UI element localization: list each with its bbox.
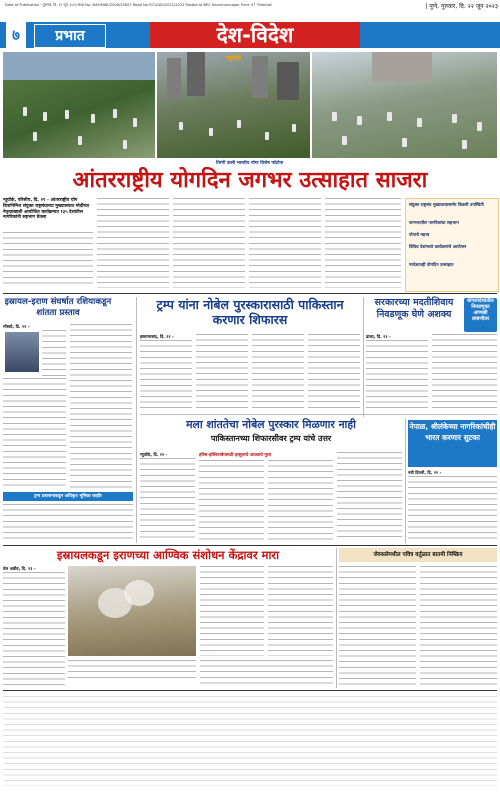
nobel-dateline: न्यूयॉर्क, दि. २१ - [140,452,168,457]
publication-info: Date of Publication : गुरुवार, दि. २२ जून २०२३ RNI No. MAHMAR/2008/25897 Regd No P/C/ADS/2021/2023 Posted at BPC Hanumannagar Pune 37 'Prabhat' [5,3,273,7]
lower-page-content [3,696,497,786]
israel-headline: इस्रायलकडून इराणच्या आण्विक संशोधन केंद्रावर मारा [56,548,280,562]
nepal-dateline: नवी दिल्ली, दि. २१ - [408,470,442,475]
midterm-body-col-1 [366,340,428,410]
lead-body-col-4 [249,198,321,288]
photo-caption: तिरंगी डाली भारतीय योगा विशेष फोटोज [216,161,283,166]
iran-headline: इस्रायल-इराण संघर्षात रशियाकडून शांतता प्रस्ताव [4,297,112,318]
israel-body-col-4 [68,660,196,680]
strike-photo [68,566,196,656]
israel-body-col-2 [200,566,264,656]
column-divider [405,418,406,543]
jerusalem-headline: जेरुसलेमधील पवित्र वर्तुळात बातमी निष्क्रिय [339,548,497,562]
photo-label-new-york: न्यूयॉर्क [226,55,241,62]
divider [3,545,497,546]
bangladesh-tag: बांगलादेशातील निवडणुका आणखी लांबणीवर [464,298,497,332]
iran-body-col-1 [3,378,66,490]
israel-dateline: तेल अवीव, दि. २१ - [3,566,36,571]
rule-note-body [3,504,133,540]
nobel-headline: मला शांततेचा नोबेल पुरस्कार मिळणार नाही [186,418,356,431]
trump-body-col-3 [252,334,304,410]
midterm-body-col-2 [432,334,497,410]
lead-body-col-2 [97,198,169,288]
highlight-item: संयुक्त राष्ट्रसंघ मुख्यालयासमोर विक्रमी उपस्थिती [409,203,484,208]
lead-intro: न्यूयॉर्क, परिसीप, दि. २१ - आंतरराष्ट्रीय योग दिनानिमित्त संयुक्त राष्ट्रसंघाच्या मुख्यालयात मोदींच्या नेतृत्वाखाली आयोजित कार्यक्रमात १३५ देशांतील नागरिकांनी सहभाग घेतला [3,198,90,221]
lead-body-col-1 [3,232,93,288]
highlight-item: योगाचे महत्त्व [409,233,430,238]
trump-body-col-4 [308,334,360,410]
iran-body-col-2 [70,324,132,490]
photo-china [312,52,497,158]
trump-body-col-1 [140,340,192,410]
midterm-headline: सरकारच्या मदतीशिवाय निवडणूक घेणे अशक्य [374,297,454,320]
jerusalem-body-col-1 [339,566,416,686]
highlight-item: परदेशातही योगदिन उत्साहात [409,263,454,268]
highlight-item: विविध देशांमध्ये कार्यक्रमांचे आयोजन [409,245,467,250]
nepal-headline: नेपाळ, श्रीलंकेच्या नागरिकांचीही भारत करणार सुटका [408,420,497,467]
lead-body-col-3 [173,198,245,288]
highlight-item: जगभरातील नागरिकांचा सहभाग [409,221,459,226]
publication-strip [0,0,500,16]
highlights-box [405,198,499,292]
divider [140,414,497,415]
column-divider [136,297,137,543]
nobel-body-col-4 [337,452,402,540]
israel-body-col-3 [268,566,333,656]
nobel-body-col-1 [140,458,195,540]
israel-body-col-5 [3,656,65,686]
divider [3,293,497,294]
iran-dateline: मॉस्को, दि. २१ - [3,324,30,329]
iran-body-col-1a [42,330,66,380]
rule-note: ट्रम्प प्रशासनाकडून अधिकृत भूमिका जाहीर [3,492,133,501]
israel-body-col-1 [3,572,65,652]
nobel-body-col-2 [199,460,264,540]
column-divider [363,297,364,417]
putin-photo [5,332,39,372]
lead-body-col-5 [325,198,401,288]
photo-new-york [157,52,310,158]
nepal-body [408,476,497,540]
nobel-body-col-3 [268,460,333,540]
column-divider [336,548,337,688]
photo-london [3,52,155,158]
trump-headline: ट्रम्प यांना नोबेल पुरस्कारासाठी पाकिस्तान करणार शिफारस [156,297,344,327]
section-title: देश-विदेश [150,22,360,48]
nobel-inner-head: हरिस-इस्लियाबेपसाठी हासुलाचे अप्रश्नाचे मुला [199,453,272,458]
trump-dateline: इस्लामाबाद, दि. २१ - [140,334,174,339]
israel-body-col-6 [200,660,333,686]
lead-headline: आंतरराष्ट्रीय योगदिन जगभर उत्साहात साजरा [72,168,428,193]
nobel-subhead: पाकिस्तानच्या शिफारसीवर ट्रम्प यांचे उत्तर [210,434,332,443]
divider [3,690,497,691]
midterm-dateline: ढाका, दि. २१ - [366,334,391,339]
newspaper-logo: प्रभात [34,24,106,48]
page-number: ७ [6,22,26,48]
date-line: | पुणे, गुरुवार, दि. २२ जून २०२३ [425,3,498,10]
trump-body-col-2 [196,334,248,410]
jerusalem-body-col-2 [420,566,497,686]
